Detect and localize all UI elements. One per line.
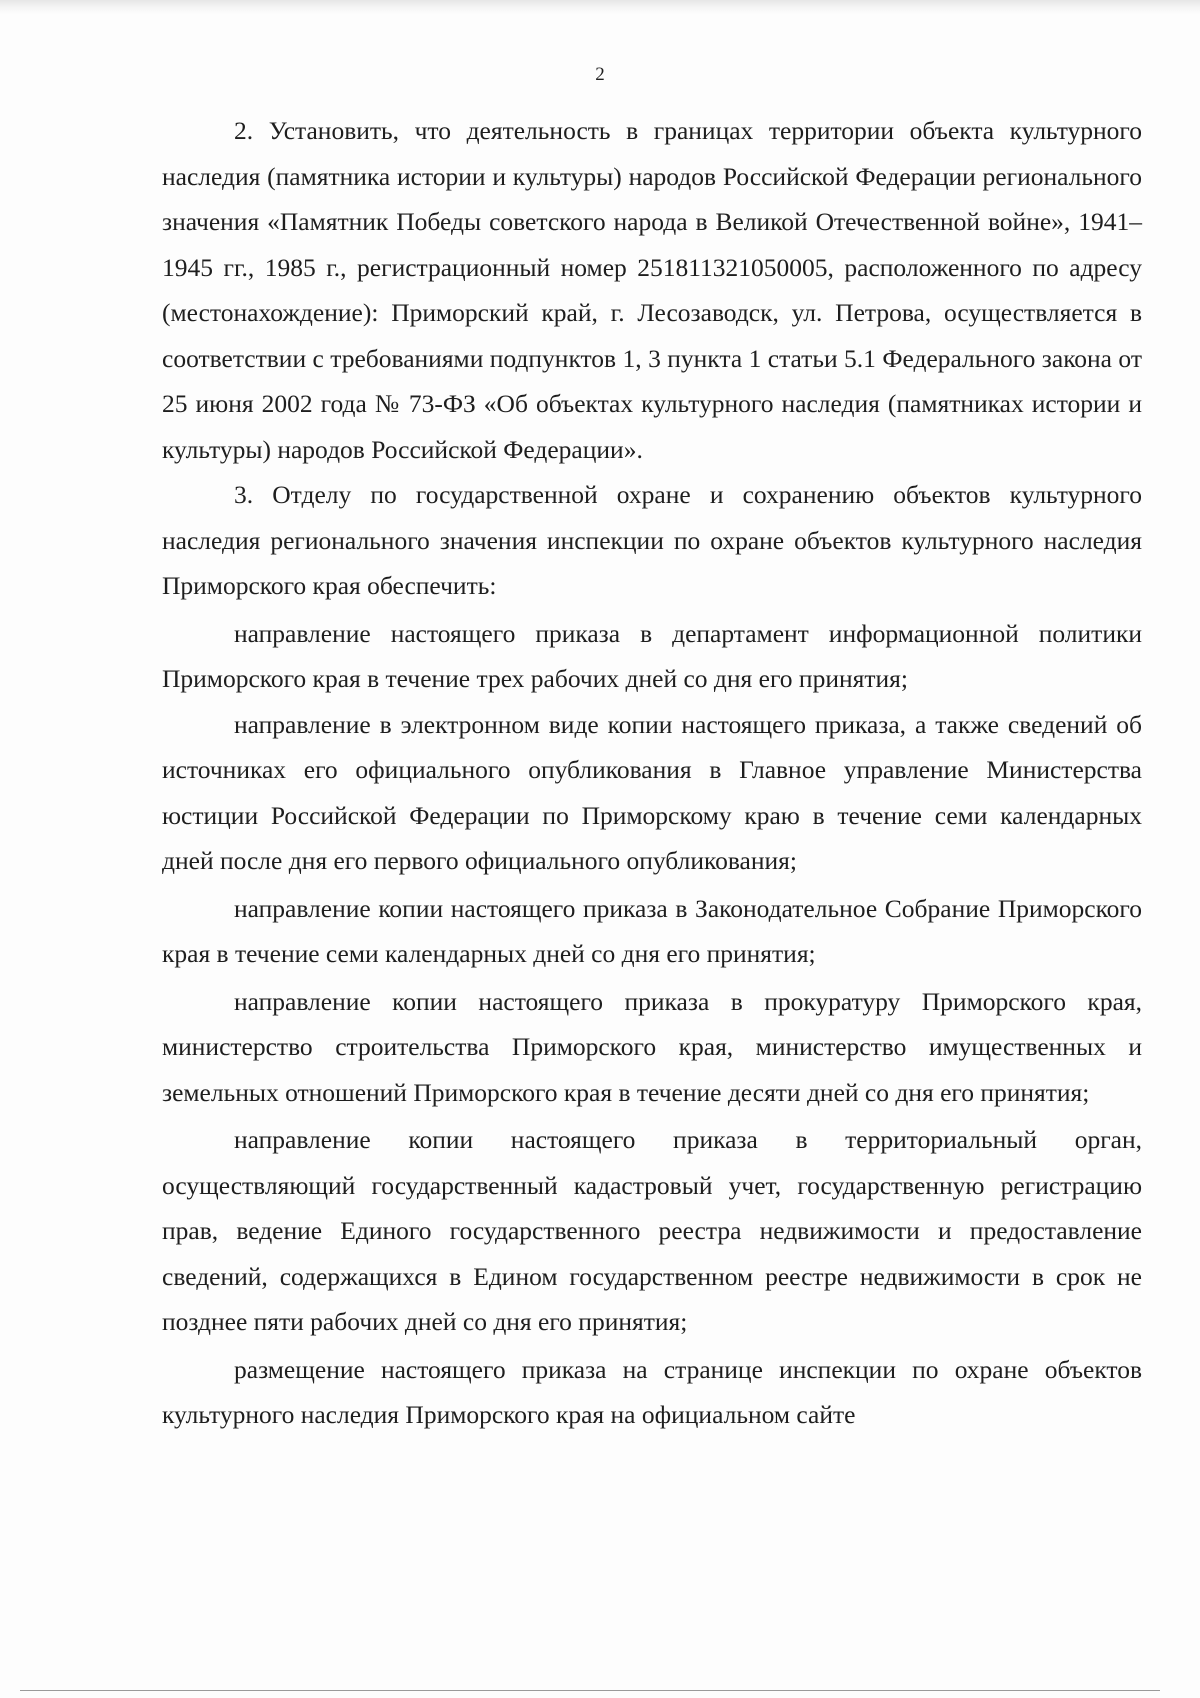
scan-edge-top <box>0 0 1200 14</box>
paragraph-prosecutor: направление копии настоящего приказа в прокуратуру Приморского края, министерство строительства Приморского края, министерство имущественных и земельных отношений Приморского края в течение десяти дней со дня его принятия; <box>162 986 1142 1107</box>
paragraph-cadastral: направление копии настоящего приказа в территориальный орган, осуществляющий государственный кадастровый учет, государственную регистрацию прав, ведение Единого государственного реестра недвижимости и предоставление сведений, содержащихся в Едином государственном реестре недвижимости в срок не позднее пяти рабочих дней со дня его принятия; <box>162 1125 1142 1336</box>
paragraph-ministry-justice: направление в электронном виде копии настоящего приказа, а также сведений об источниках его официального опубликования в Главное управление Министерства юстиции Российской Федерации по Приморскому краю в течение семи календарных дней после дня его первого официального опубликования; <box>162 709 1142 875</box>
scan-edge-bottom <box>20 1690 1160 1691</box>
paragraph-info-policy: направление настоящего приказа в департамент информационной политики Приморского края в течение трех рабочих дней со дня его принятия; <box>162 618 1142 693</box>
paragraph-website: размещение настоящего приказа на странице инспекции по охране объектов культурного наследия Приморского края на официальном сайте <box>162 1354 1142 1429</box>
document-body <box>162 108 1142 1438</box>
page-number: 2 <box>595 64 605 85</box>
paragraph-item-2: 2. Установить, что деятельность в границах территории объекта культурного наследия (памятника истории и культуры) народов Российской Федерации регионального значения «Памятник Победы советского народа в Великой Отечественной войне», 1941–1945 гг., 1985 г., регистрационный номер 251811321050005, расположенного по адресу (местонахождение): Приморский край, г. Лесозаводск, ул. Петрова, осуществляется в соответствии с требованиями подпунктов 1, 3 пункта 1 статьи 5.1 Федерального закона от 25 июня 2002 года № 73-ФЗ «Об объектах культурного наследия (памятниках истории и культуры) народов Российской Федерации». <box>162 116 1142 464</box>
paragraph-item-3: 3. Отделу по государственной охране и сохранению объектов культурного наследия регионального значения инспекции по охране объектов культурного наследия Приморского края обеспечить: <box>162 480 1142 600</box>
paragraph-legislative-assembly: направление копии настоящего приказа в Законодательное Собрание Приморского края в течение семи календарных дней со дня его принятия; <box>162 893 1142 968</box>
